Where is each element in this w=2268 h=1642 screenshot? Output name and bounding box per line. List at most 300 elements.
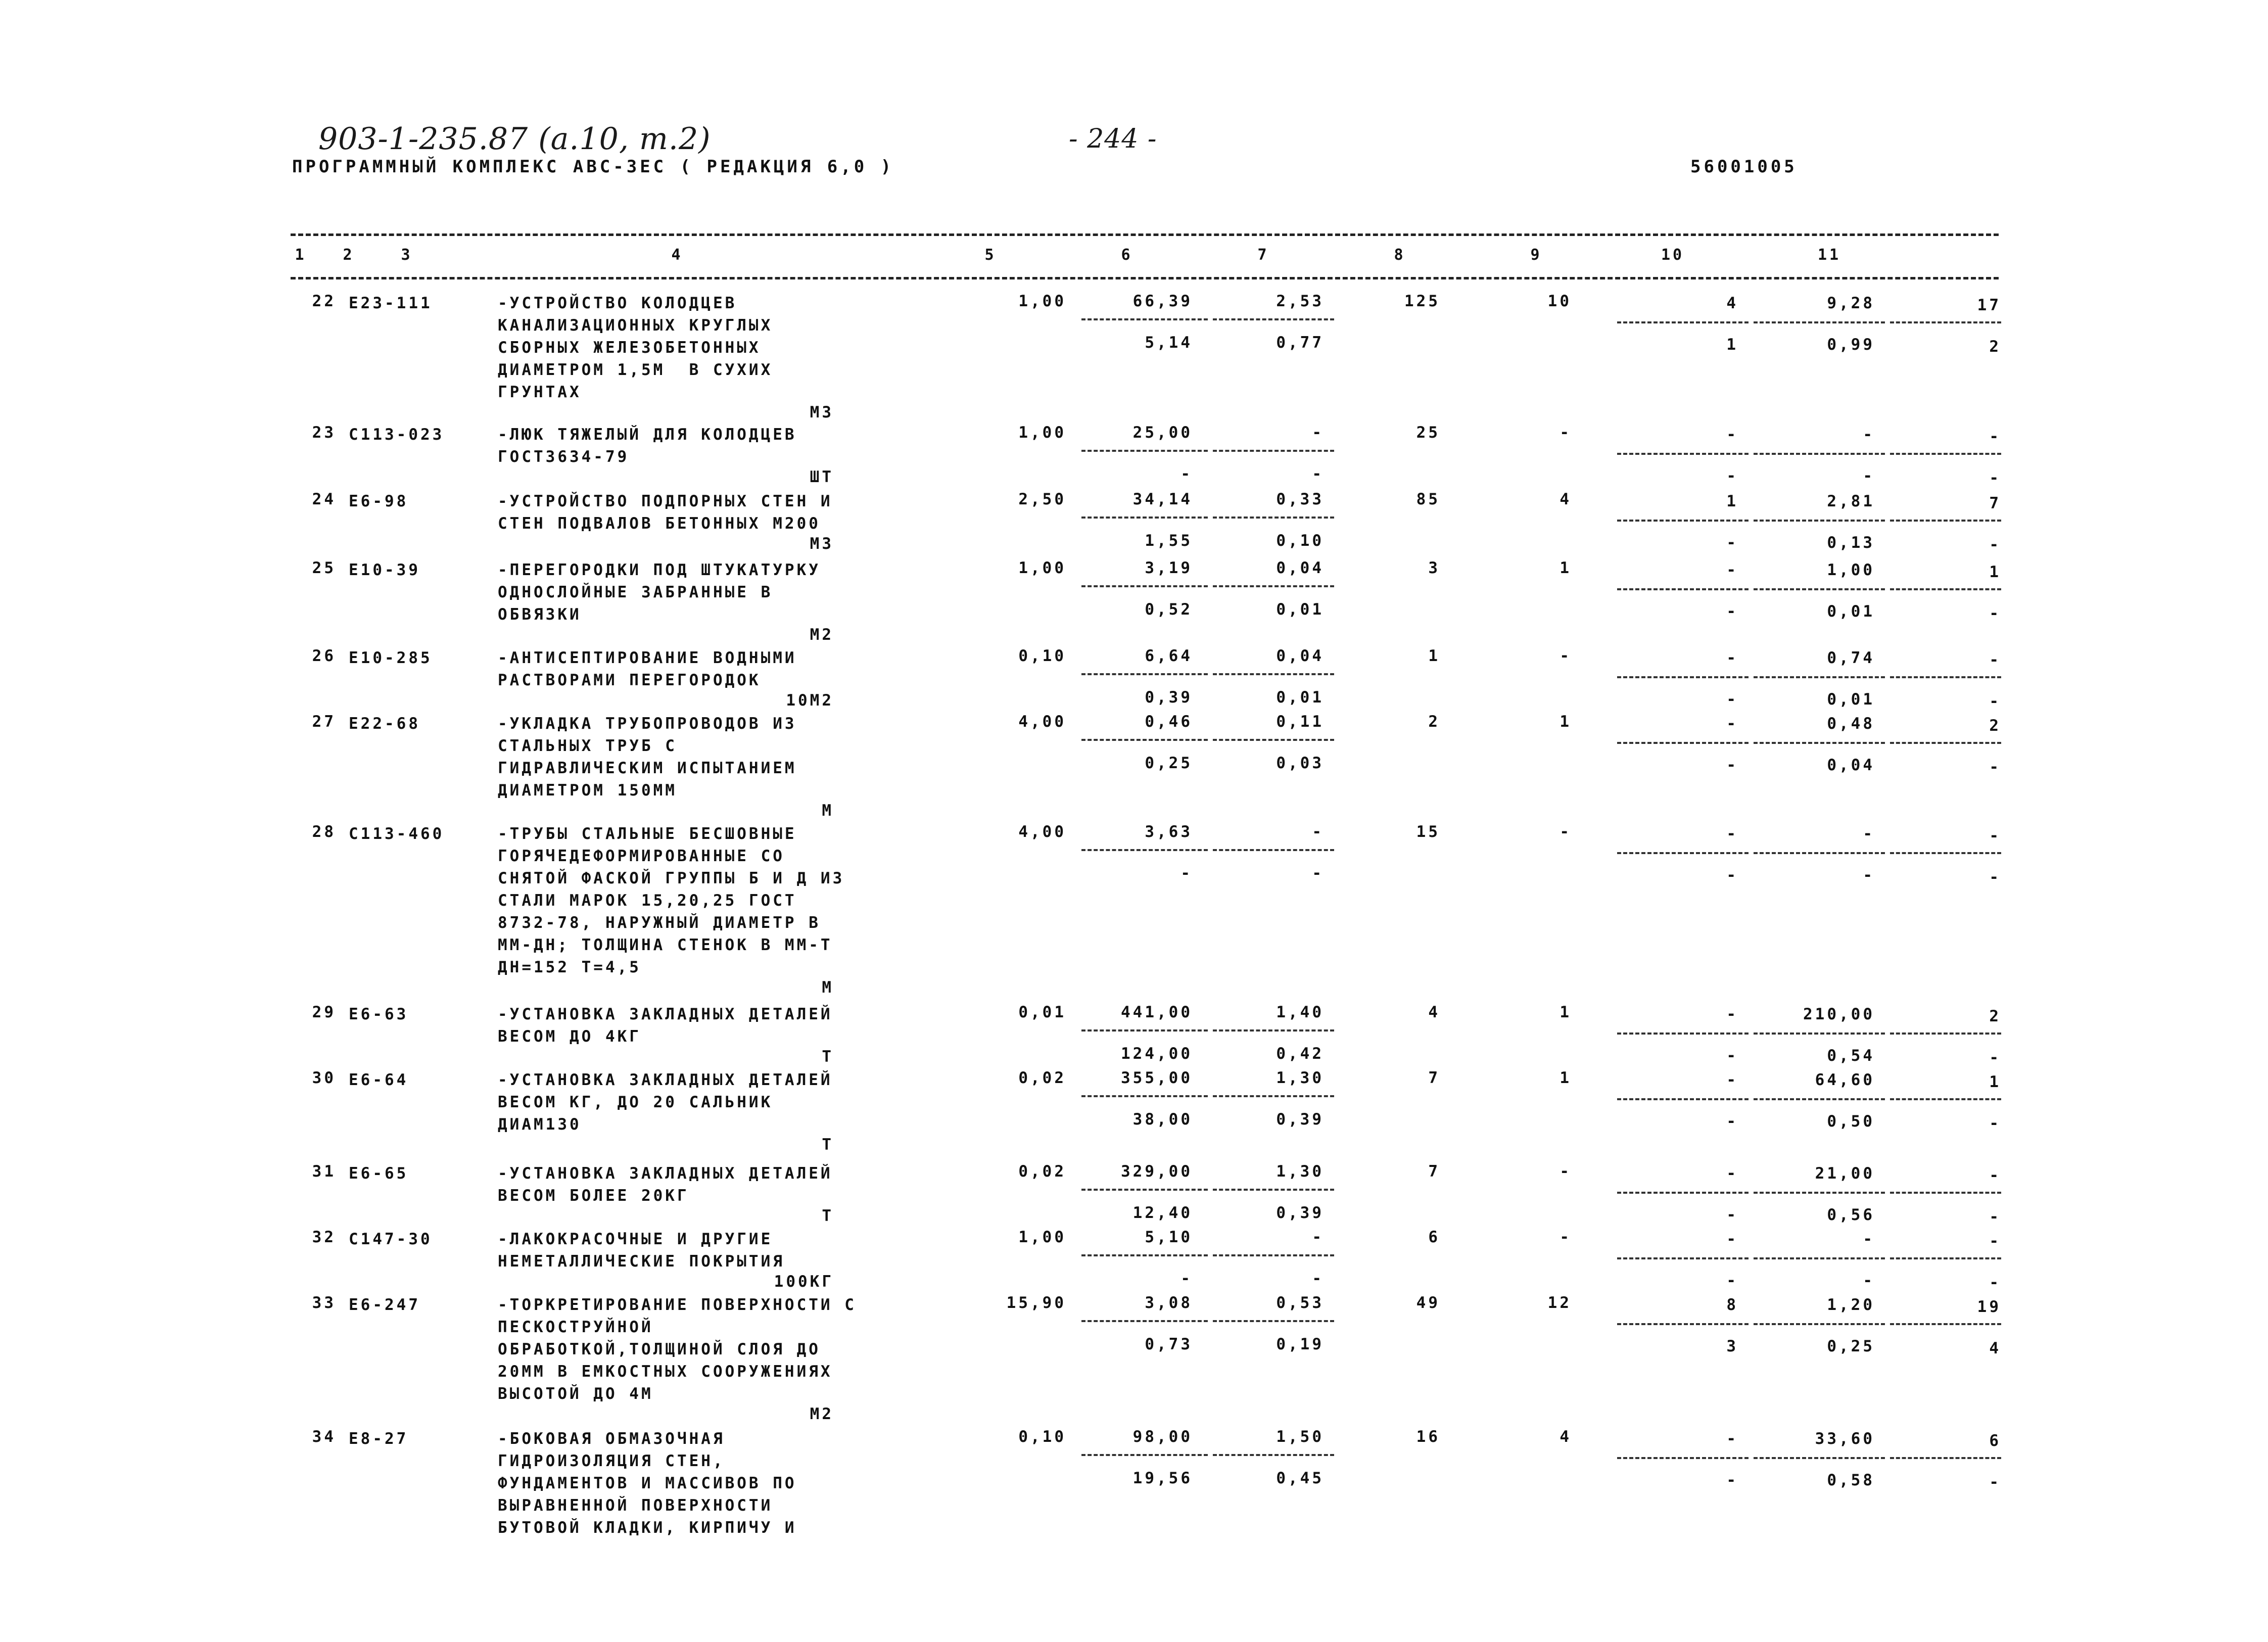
work-description-line: -УСТАНОВКА ЗАКЛАДНЫХ ДЕТАЛЕЙ [498,1005,833,1023]
wage-cost-value: 0,33 [1276,490,1324,508]
work-description-line: СНЯТОЙ ФАСКОЙ ГРУППЫ Б И Д ИЗ [498,869,845,887]
work-description-line: -ТОРКРЕТИРОВАНИЕ ПОВЕРХНОСТИ С [498,1296,857,1314]
unit-machine-value: 12,40 [1132,1204,1193,1222]
total-cost-value: 25 [1416,424,1440,442]
labor-total-value: - [1989,651,2001,669]
labor-total-value: 1 [1989,1073,2001,1091]
total-cost-value: 49 [1416,1294,1440,1312]
work-description-line: КАНАЛИЗАЦИОННЫХ КРУГЛЫХ [498,316,773,335]
labor-lower-value: - [1726,534,1738,552]
wage-cost-value: 1,50 [1276,1428,1324,1446]
wage-cost-value: 0,11 [1276,713,1324,731]
labor-unit-value: 64,60 [1815,1071,1875,1089]
work-description-line: ОБВЯЗКИ [498,605,582,624]
quantity-value: 0,02 [1018,1162,1066,1181]
unit-cost-value: 6,64 [1145,647,1193,665]
wage-machine-value: 0,45 [1276,1469,1324,1487]
value-separator [1617,453,1749,455]
unit-of-measure: 100КГ [774,1273,834,1291]
work-description-line: -ЛЮК ТЯЖЕЛЫЙ ДЛЯ КОЛОДЦЕВ [498,426,797,444]
total-cost-value: 125 [1404,292,1440,310]
labor-total-lower-value: 4 [1989,1339,2001,1357]
value-separator [1754,453,1885,455]
labor-value: - [1726,649,1738,667]
labor-unit-value: - [1863,825,1875,843]
row-number: 23 [312,424,336,442]
value-separator [1213,739,1334,741]
labor-value: - [1726,1164,1738,1183]
work-description-line: -УСТРОЙСТВО КОЛОДЦЕВ [498,294,737,312]
total-wage-value: - [1560,424,1572,442]
value-separator [1890,1098,2001,1100]
price-code: С113-460 [349,825,445,843]
total-wage-value: 1 [1560,559,1572,577]
total-wage-value: 4 [1560,1428,1572,1446]
value-separator [1890,676,2001,678]
row-number: 27 [312,713,336,731]
unit-machine-value: 124,00 [1121,1045,1193,1063]
wage-machine-value: 0,39 [1276,1204,1324,1222]
labor-unit-lower-value: - [1863,467,1875,485]
wage-machine-value: - [1312,864,1324,882]
unit-cost-value: 3,08 [1145,1294,1193,1312]
labor-value: - [1726,1230,1738,1248]
value-separator [1890,453,2001,455]
unit-machine-value: - [1180,465,1193,483]
column-header-6: 6 [1121,246,1133,264]
labor-unit-lower-value: 0,01 [1827,690,1875,709]
value-separator [1617,676,1749,678]
value-separator [1754,1257,1885,1259]
labor-total-value: - [1989,827,2001,845]
labor-unit-lower-value: 0,04 [1827,756,1875,774]
column-header-4: 4 [671,246,683,264]
value-separator [1081,1454,1208,1456]
column-header-10: 10 [1661,246,1685,264]
value-separator [1617,1323,1749,1325]
value-separator [1213,1320,1334,1322]
unit-cost-value: 98,00 [1132,1428,1193,1446]
labor-total-lower-value: - [1989,868,2001,886]
value-separator [1213,517,1334,519]
unit-machine-value: 1,55 [1145,532,1193,550]
labor-value: - [1726,1430,1738,1448]
labor-unit-value: 0,74 [1827,649,1875,667]
price-code: Е6-63 [349,1005,409,1023]
value-separator [1890,1257,2001,1259]
total-wage-value: - [1560,1162,1572,1181]
unit-machine-value: 0,52 [1145,600,1193,619]
value-separator [1081,1320,1208,1322]
quantity-value: 0,10 [1018,647,1066,665]
wage-cost-value: 0,04 [1276,559,1324,577]
wage-cost-value: - [1312,823,1324,841]
quantity-value: 0,02 [1018,1069,1066,1087]
column-header-7: 7 [1257,246,1269,264]
labor-lower-value: - [1726,866,1738,884]
row-number: 24 [312,490,336,508]
unit-cost-value: 3,19 [1145,559,1193,577]
value-separator [1754,1457,1885,1459]
unit-of-measure: М3 [810,535,834,553]
column-header-1: 1 [295,246,307,264]
work-description-line: 20ММ В ЕМКОСТНЫХ СООРУЖЕНИЯХ [498,1363,833,1381]
unit-machine-value: 0,39 [1145,688,1193,707]
quantity-value: 1,00 [1018,1228,1066,1246]
unit-cost-value: 34,14 [1132,490,1193,508]
unit-cost-value: 329,00 [1121,1162,1193,1181]
row-number: 28 [312,823,336,841]
labor-value: - [1726,1071,1738,1089]
unit-of-measure: М3 [810,403,834,421]
wage-cost-value: 1,30 [1276,1162,1324,1181]
unit-machine-value: - [1180,864,1193,882]
value-separator [1754,1323,1885,1325]
value-separator [1754,1192,1885,1194]
labor-total-lower-value: - [1989,604,2001,623]
total-cost-value: 3 [1428,559,1440,577]
labor-unit-lower-value: 0,99 [1827,336,1875,354]
work-description-line: -ТРУБЫ СТАЛЬНЫЕ БЕСШОВНЫЕ [498,825,797,843]
value-separator [1617,852,1749,854]
work-description-line: ДИАМЕТРОМ 150ММ [498,781,677,800]
wage-machine-value: 0,19 [1276,1335,1324,1353]
work-description-line: ОДНОСЛОЙНЫЕ ЗАБРАННЫЕ В [498,583,773,601]
wage-machine-value: 0,10 [1276,532,1324,550]
row-number: 33 [312,1294,336,1312]
labor-unit-lower-value: 0,01 [1827,602,1875,621]
quantity-value: 2,50 [1018,490,1066,508]
value-separator [1754,520,1885,522]
labor-total-value: 17 [1977,296,2001,314]
labor-unit-lower-value: 0,54 [1827,1047,1875,1065]
price-code: Е6-64 [349,1071,409,1089]
column-header-8: 8 [1394,246,1406,264]
work-description-line: -БОКОВАЯ ОБМАЗОЧНАЯ [498,1430,725,1448]
value-separator [1754,742,1885,744]
value-separator [1890,520,2001,522]
labor-lower-value: - [1726,756,1738,774]
work-description-line: -УСТАНОВКА ЗАКЛАДНЫХ ДЕТАЛЕЙ [498,1071,833,1089]
wage-machine-value: 0,77 [1276,334,1324,352]
total-cost-value: 7 [1428,1162,1440,1181]
labor-total-lower-value: - [1989,692,2001,711]
table-top-rule [291,233,1999,236]
work-description-line: ФУНДАМЕНТОВ И МАССИВОВ ПО [498,1474,797,1492]
value-separator [1213,1254,1334,1256]
labor-unit-lower-value: - [1863,1272,1875,1290]
value-separator [1754,676,1885,678]
work-description-line: БУТОВОЙ КЛАДКИ, КИРПИЧУ И [498,1519,797,1537]
row-number: 25 [312,559,336,577]
total-cost-value: 16 [1416,1428,1440,1446]
unit-of-measure: Т [822,1207,834,1225]
unit-machine-value: - [1180,1270,1193,1288]
unit-machine-value: 5,14 [1145,334,1193,352]
column-header-3: 3 [401,246,413,264]
value-separator [1213,450,1334,452]
labor-value: - [1726,561,1738,579]
value-separator [1081,450,1208,452]
unit-machine-value: 19,56 [1132,1469,1193,1487]
labor-total-lower-value: 2 [1989,338,2001,356]
quantity-value: 4,00 [1018,823,1066,841]
value-separator [1617,520,1749,522]
labor-lower-value: - [1726,690,1738,709]
unit-machine-value: 38,00 [1132,1110,1193,1129]
work-description-line: СБОРНЫХ ЖЕЛЕЗОБЕТОННЫХ [498,339,761,357]
labor-value: - [1726,715,1738,733]
labor-lower-value: - [1726,1206,1738,1224]
value-separator [1213,1189,1334,1191]
work-description-line: -УСТАНОВКА ЗАКЛАДНЫХ ДЕТАЛЕЙ [498,1164,833,1183]
value-separator [1754,852,1885,854]
value-separator [1081,673,1208,675]
work-description-line: -УСТРОЙСТВО ПОДПОРНЫХ СТЕН И [498,492,833,510]
labor-total-lower-value: - [1989,758,2001,776]
wage-machine-value: 0,03 [1276,754,1324,772]
total-wage-value: - [1560,823,1572,841]
price-code: Е22-68 [349,715,420,733]
price-code: Е8-27 [349,1430,409,1448]
total-wage-value: - [1560,647,1572,665]
value-separator [1081,1095,1208,1097]
value-separator [1617,1033,1749,1035]
quantity-value: 0,01 [1018,1003,1066,1021]
wage-machine-value: 0,42 [1276,1045,1324,1063]
unit-of-measure: М [822,978,834,997]
total-wage-value: 4 [1560,490,1572,508]
work-description-line: ВЫРАВНЕННОЙ ПОВЕРХНОСТИ [498,1496,773,1515]
labor-total-value: 7 [1989,494,2001,512]
labor-total-value: 6 [1989,1432,2001,1450]
labor-unit-value: - [1863,1230,1875,1248]
unit-cost-value: 3,63 [1145,823,1193,841]
row-number: 31 [312,1162,336,1181]
unit-cost-value: 0,46 [1145,713,1193,731]
wage-cost-value: 1,30 [1276,1069,1324,1087]
labor-lower-value: 3 [1726,1337,1738,1355]
labor-total-lower-value: - [1989,536,2001,554]
total-cost-value: 85 [1416,490,1440,508]
labor-total-lower-value: - [1989,1274,2001,1292]
total-cost-value: 2 [1428,713,1440,731]
unit-cost-value: 25,00 [1132,424,1193,442]
row-number: 26 [312,647,336,665]
unit-of-measure: 10М2 [786,691,834,710]
total-cost-value: 6 [1428,1228,1440,1246]
value-separator [1213,849,1334,851]
value-separator [1081,585,1208,587]
labor-unit-value: 9,28 [1827,294,1875,312]
labor-value: - [1726,825,1738,843]
wage-machine-value: - [1312,465,1324,483]
document-number: 56001005 [1690,157,1798,177]
work-description-line: ВЕСОМ ДО 4КГ [498,1027,641,1046]
value-separator [1617,1192,1749,1194]
work-description-line: СТАЛИ МАРОК 15,20,25 ГОСТ [498,892,797,910]
value-separator [1890,1033,2001,1035]
price-code: Е6-247 [349,1296,420,1314]
total-wage-value: 12 [1547,1294,1572,1312]
total-wage-value: 1 [1560,1003,1572,1021]
value-separator [1617,1457,1749,1459]
unit-of-measure: Т [822,1048,834,1066]
price-code: Е10-285 [349,649,433,667]
unit-machine-value: 0,73 [1145,1335,1193,1353]
labor-lower-value: - [1726,1471,1738,1489]
total-wage-value: 1 [1560,1069,1572,1087]
labor-unit-lower-value: 0,50 [1827,1112,1875,1131]
value-separator [1213,1454,1334,1456]
wage-cost-value: 0,53 [1276,1294,1324,1312]
value-separator [1213,673,1334,675]
row-number: 30 [312,1069,336,1087]
work-description-line: ГОСТ3634-79 [498,448,630,466]
column-header-9: 9 [1530,246,1542,264]
unit-of-measure: М [822,802,834,820]
unit-cost-value: 66,39 [1132,292,1193,310]
value-separator [1617,1257,1749,1259]
work-description-line: ПЕСКОСТРУЙНОЙ [498,1318,653,1336]
work-description-line: ДН=152 Т=4,5 [498,958,641,976]
work-description-line: ДИАМ130 [498,1115,582,1134]
total-cost-value: 1 [1428,647,1440,665]
labor-value: 1 [1726,492,1738,510]
work-description-line: ВЫСОТОЙ ДО 4М [498,1385,653,1403]
labor-unit-lower-value: 0,58 [1827,1471,1875,1489]
table-header-rule [291,277,1999,279]
wage-machine-value: 0,01 [1276,600,1324,619]
value-separator [1890,1323,2001,1325]
value-separator [1617,321,1749,323]
total-wage-value: - [1560,1228,1572,1246]
unit-cost-value: 355,00 [1121,1069,1193,1087]
price-code: С113-023 [349,426,445,444]
wage-cost-value: - [1312,424,1324,442]
work-description-line: ГОРЯЧЕДЕФОРМИРОВАННЫЕ СО [498,847,785,865]
wage-cost-value: 2,53 [1276,292,1324,310]
value-separator [1081,318,1208,320]
wage-cost-value: - [1312,1228,1324,1246]
row-number: 34 [312,1428,336,1446]
labor-unit-lower-value: - [1863,866,1875,884]
quantity-value: 0,10 [1018,1428,1066,1446]
work-description-line: РАСТВОРАМИ ПЕРЕГОРОДОК [498,671,761,689]
labor-total-value: - [1989,428,2001,446]
labor-unit-value: 33,60 [1815,1430,1875,1448]
value-separator [1890,321,2001,323]
work-description-line: СТАЛЬНЫХ ТРУБ С [498,737,677,755]
total-cost-value: 7 [1428,1069,1440,1087]
row-number: 32 [312,1228,336,1246]
total-wage-value: 1 [1560,713,1572,731]
labor-total-value: - [1989,1166,2001,1185]
labor-total-lower-value: - [1989,1208,2001,1226]
work-description-line: ОБРАБОТКОЙ,ТОЛЩИНОЙ СЛОЯ ДО [498,1340,821,1358]
unit-of-measure: Т [822,1136,834,1154]
value-separator [1213,1095,1334,1097]
labor-unit-value: 1,00 [1827,561,1875,579]
value-separator [1081,1029,1208,1031]
work-description-line: ВЕСОМ КГ, ДО 20 САЛЬНИК [498,1093,773,1111]
unit-of-measure: ШТ [810,468,834,486]
quantity-value: 15,90 [1006,1294,1066,1312]
unit-cost-value: 441,00 [1121,1003,1193,1021]
labor-total-value: 1 [1989,563,2001,581]
value-separator [1754,1033,1885,1035]
column-header-5: 5 [984,246,997,264]
labor-lower-value: 1 [1726,336,1738,354]
labor-unit-value: - [1863,426,1875,444]
row-number: 29 [312,1003,336,1021]
labor-unit-value: 21,00 [1815,1164,1875,1183]
value-separator [1081,739,1208,741]
value-separator [1213,1029,1334,1031]
work-description-line: -УКЛАДКА ТРУБОПРОВОДОВ ИЗ [498,715,797,733]
work-description-line: НЕМЕТАЛЛИЧЕСКИЕ ПОКРЫТИЯ [498,1252,785,1271]
labor-unit-value: 1,20 [1827,1296,1875,1314]
wage-machine-value: 0,01 [1276,688,1324,707]
labor-lower-value: - [1726,1272,1738,1290]
work-description-line: -ЛАКОКРАСОЧНЫЕ И ДРУГИЕ [498,1230,773,1248]
work-description-line: СТЕН ПОДВАЛОВ БЕТОННЫХ М200 [498,514,821,533]
value-separator [1754,588,1885,590]
labor-unit-lower-value: 0,56 [1827,1206,1875,1224]
labor-lower-value: - [1726,602,1738,621]
value-separator [1081,1189,1208,1191]
work-description-line: -ПЕРЕГОРОДКИ ПОД ШТУКАТУРКУ [498,561,821,579]
labor-lower-value: - [1726,467,1738,485]
labor-total-value: - [1989,1232,2001,1250]
unit-cost-value: 5,10 [1145,1228,1193,1246]
labor-value: 4 [1726,294,1738,312]
work-description-line: ГИДРОИЗОЛЯЦИЯ СТЕН, [498,1452,725,1470]
unit-machine-value: 0,25 [1145,754,1193,772]
price-code: Е10-39 [349,561,420,579]
value-separator [1890,588,2001,590]
work-description-line: -АНТИСЕПТИРОВАНИЕ ВОДНЫМИ [498,649,797,667]
total-wage-value: 10 [1547,292,1572,310]
price-code: С147-30 [349,1230,433,1248]
work-description-line: ВЕСОМ БОЛЕЕ 20КГ [498,1187,689,1205]
labor-total-lower-value: - [1989,1114,2001,1133]
value-separator [1213,318,1334,320]
labor-value: - [1726,426,1738,444]
value-separator [1617,588,1749,590]
labor-value: - [1726,1005,1738,1023]
column-header-2: 2 [343,246,355,264]
wage-cost-value: 0,04 [1276,647,1324,665]
price-code: Е6-65 [349,1164,409,1183]
labor-unit-value: 0,48 [1827,715,1875,733]
wage-machine-value: 0,39 [1276,1110,1324,1129]
total-cost-value: 4 [1428,1003,1440,1021]
work-description-line: ММ-ДН; ТОЛЩИНА СТЕНОК В ММ-Т [498,936,833,954]
quantity-value: 1,00 [1018,292,1066,310]
labor-lower-value: - [1726,1047,1738,1065]
wage-machine-value: - [1312,1270,1324,1288]
labor-total-value: 2 [1989,1007,2001,1025]
value-separator [1081,517,1208,519]
quantity-value: 4,00 [1018,713,1066,731]
labor-unit-value: 210,00 [1803,1005,1875,1023]
value-separator [1890,1192,2001,1194]
value-separator [1617,742,1749,744]
unit-of-measure: М2 [810,1405,834,1423]
labor-total-value: 2 [1989,717,2001,735]
labor-total-lower-value: - [1989,469,2001,487]
